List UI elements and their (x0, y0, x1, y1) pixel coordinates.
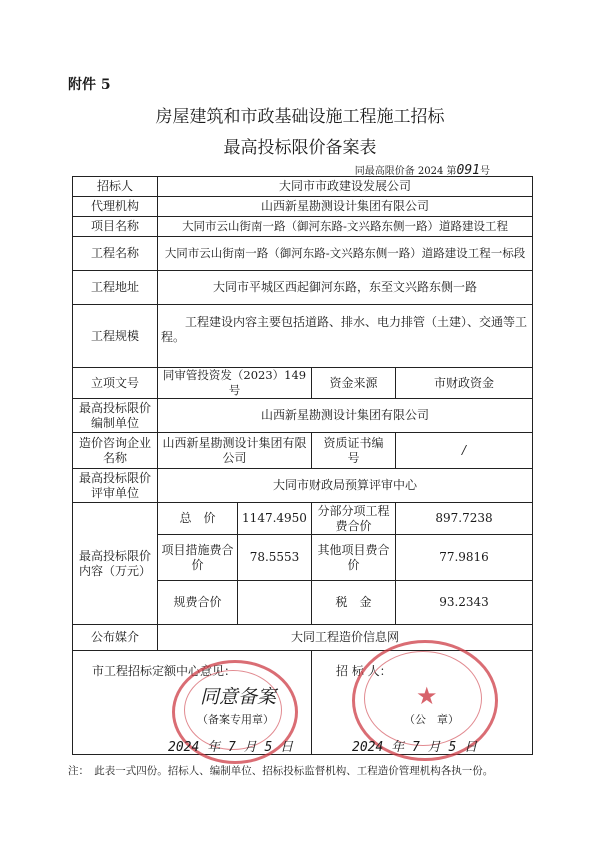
center-opinion-label: 市工程招标定额中心意见： (92, 664, 237, 678)
row-address (73, 271, 533, 305)
footer-note: 注： 此表一式四份。招标人、编制单位、招标投标监督机构、工程造价管理机构各执一份。 (68, 765, 494, 777)
row-agency (73, 197, 533, 217)
row-scale (73, 305, 533, 368)
row-project-name (73, 217, 533, 237)
limit-label: 最高投标限价内容（万元） (73, 503, 158, 625)
consult-label: 造价咨询企业名称 (73, 433, 158, 469)
work-name-label: 工程名称 (73, 237, 158, 271)
subitem-fee-value: 897.7238 (396, 503, 533, 535)
subitem-fee-label: 分部分项工程费合价 (312, 503, 396, 535)
prep-unit-label: 最高投标限价编制单位 (73, 399, 158, 433)
form-title-line1: 房屋建筑和市政基础设施工程施工招标 (155, 107, 445, 127)
file-number-value: 091 (456, 163, 480, 178)
tax-value: 93.2343 (396, 581, 533, 625)
tenderer-sign-label: 招 标 人： (336, 664, 392, 678)
consult-value: 山西新星勘测设计集团有限公司 (158, 433, 312, 469)
total-price-value: 1147.4950 (238, 503, 312, 535)
approval-value: 同审管投资发（2023）149 号 (158, 368, 312, 399)
row-review-unit (73, 469, 533, 503)
seal-star-icon: ★ (416, 682, 438, 710)
other-fee-value: 77.9816 (396, 535, 533, 581)
file-number-prefix: 同最高限价备 2024 第 (354, 166, 457, 177)
measure-fee-label: 项目措施费合 价 (158, 535, 238, 581)
work-name-value: 大同市云山街南一路（御河东路-文兴路东侧一路）道路建设工程一标段 (158, 237, 533, 271)
cert-value: / (396, 433, 533, 469)
regulation-fee-value (238, 581, 312, 625)
tax-label: 税 金 (312, 581, 396, 625)
project-name-label: 项目名称 (73, 217, 158, 237)
prep-unit-value: 山西新星勘测设计集团有限公司 (158, 399, 533, 433)
file-number-suffix: 号 (480, 166, 490, 177)
regulation-fee-label: 规费合价 (158, 581, 238, 625)
row-limit-total (73, 503, 533, 535)
row-consult (73, 433, 533, 469)
agency-label: 代理机构 (73, 197, 158, 217)
row-approval (73, 368, 533, 399)
center-stamp-caption: （备案专用章） (197, 713, 274, 726)
row-prep-unit (73, 399, 533, 433)
measure-fee-value: 78.5553 (238, 535, 312, 581)
media-value: 大同工程造价信息网 (158, 625, 533, 651)
total-price-label: 总 价 (158, 503, 238, 535)
row-work-name (73, 237, 533, 271)
tenderer-label: 招标人 (73, 177, 158, 197)
address-label: 工程地址 (73, 271, 158, 305)
approval-label: 立项文号 (73, 368, 158, 399)
review-unit-label: 最高投标限价评审单位 (73, 469, 158, 503)
tenderer-stamp-caption: （公 章） (404, 713, 459, 726)
tenderer-value: 大同市市政建设发展公司 (158, 177, 533, 197)
fund-source-value: 市财政资金 (396, 368, 533, 399)
other-fee-label: 其他项目费合 价 (312, 535, 396, 581)
tenderer-opinion-date: 2024 年 7 月 5 日 (352, 740, 478, 755)
media-label: 公布媒介 (73, 625, 158, 651)
form-title-line2: 最高投标限价备案表 (223, 138, 377, 158)
review-unit-value: 大同市财政局预算评审中心 (158, 469, 533, 503)
fund-source-label: 资金来源 (312, 368, 396, 399)
row-media (73, 625, 533, 651)
scale-value: 工程建设内容主要包括道路、排水、电力排管（土建）、交通等工程。 (158, 305, 533, 368)
center-opinion-date: 2024 年 7 月 5 日 (168, 740, 294, 755)
scale-label: 工程规模 (73, 305, 158, 368)
row-tenderer (73, 177, 533, 197)
center-approval-handwriting: 同意备案 (200, 686, 277, 708)
attachment-label: 附件 5 (68, 77, 111, 93)
address-value: 大同市平城区西起御河东路，东至文兴路东侧一路 (158, 271, 533, 305)
cert-label: 资质证书编 号 (312, 433, 396, 469)
agency-value: 山西新星勘测设计集团有限公司 (158, 197, 533, 217)
project-name-value: 大同市云山街南一路（御河东路-文兴路东侧一路）道路建设工程 (158, 217, 533, 237)
